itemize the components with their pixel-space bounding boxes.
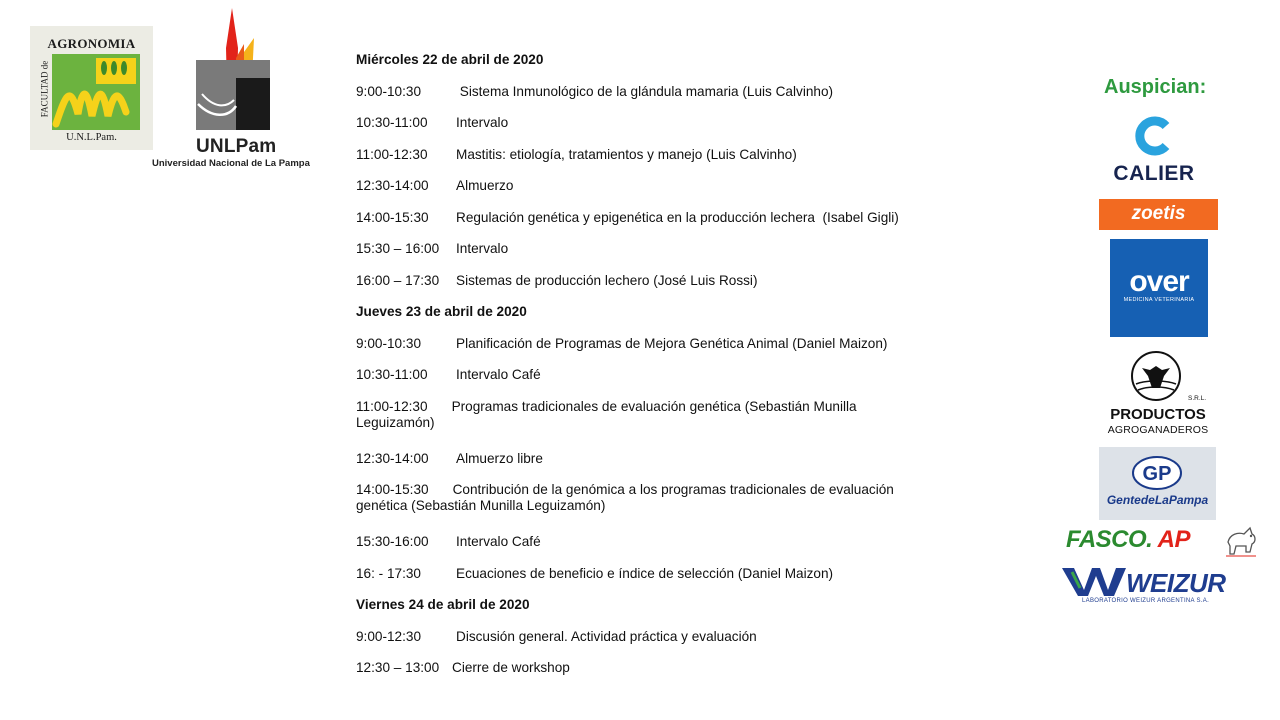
schedule-item: 15:30-16:00 Intervalo Café (356, 534, 541, 549)
calier-c-icon (1134, 116, 1174, 156)
schedule-item: 16: - 17:30 Ecuaciones de beneficio e índice de selección (Daniel Maizon) (356, 565, 834, 581)
productos-srl: S.R.L. (1188, 395, 1207, 402)
day-title: Jueves 23 de abril de 2020 (356, 304, 527, 319)
gp-mark-icon (1131, 455, 1183, 491)
day-title: Viernes 24 de abril de 2020 (356, 597, 530, 612)
calier-logo (1106, 116, 1202, 188)
unlpam-name: UNLPam (196, 136, 277, 157)
fasco-name: FASCO. AP (1066, 526, 1190, 553)
gente-de-la-pampa-logo (1099, 447, 1216, 520)
gente-name: GentedeLaPampa (1106, 493, 1209, 507)
schedule (356, 52, 936, 692)
schedule-item: 9:00-12:30 Discusión general. Actividad práctica y evaluación (356, 628, 757, 644)
agronomia-emblem-icon (52, 54, 140, 130)
cow-head-icon (1130, 350, 1182, 402)
schedule-item: 12:30-14:00 Almuerzo libre (356, 450, 543, 466)
agronomia-subtitle: U.N.L.Pam. (66, 132, 117, 143)
calier-name: CALIER (1113, 162, 1195, 185)
unlpam-logo (152, 8, 312, 168)
schedule-item: 12:30-14:00 Almuerzo (356, 178, 514, 193)
schedule-item: 9:00-10:30 Sistema Inmunológico de la glándula mamaria (Luis Calvinho) (356, 83, 834, 99)
fasco-ap-logo (1064, 522, 1260, 558)
schedule-item: 10:30-11:00 Intervalo (356, 115, 509, 130)
schedule-item: 9:00-10:30 Planificación de Programas de Mejora Genética Animal (Daniel Maizon) (356, 335, 888, 351)
weizur-sub: LABORATORIO WEIZUR ARGENTINA S.A. (1082, 598, 1210, 604)
schedule-item: 11:00-12:30 Programas tradicionales de evaluación genética (Sebastián Munilla Leguizamón) (356, 398, 857, 430)
unlpam-flame-icon (192, 8, 272, 134)
schedule-item: 16:00 – 17:30 Sistemas de producción lechero (José Luis Rossi) (356, 272, 758, 288)
day-title: Miércoles 22 de abril de 2020 (356, 52, 544, 67)
schedule-item: 11:00-12:30 Mastitis: etiología, tratamientos y manejo (Luis Calvinho) (356, 146, 797, 162)
agronomia-vertical-text: FACULTAD de (39, 60, 50, 118)
productos-sub: AGROGANADEROS (1107, 424, 1209, 436)
sponsors-title: Auspician: (1104, 76, 1207, 98)
weizur-logo (1062, 566, 1260, 610)
productos-name: PRODUCTOS (1110, 406, 1206, 423)
agronomia-title: AGRONOMIA (47, 36, 136, 51)
schedule-item: 12:30 – 13:00 Cierre de workshop (356, 660, 570, 675)
svg-text:GP: GP (1142, 463, 1172, 485)
unlpam-full-name: Universidad Nacional de La Pampa (152, 158, 310, 169)
over-name: over (1129, 265, 1189, 298)
agronomia-logo (30, 26, 153, 150)
over-logo (1110, 239, 1208, 337)
over-tagline: MEDICINA VETERINARIA (1123, 297, 1195, 303)
weizur-w-icon (1062, 566, 1126, 598)
schedule-item: 14:00-15:30 Contribución de la genómica a los programas tradicionales de evaluación genética (Sebastián Munilla Leguizamón) (356, 482, 894, 513)
schedule-item: 15:30 – 16:00 Intervalo (356, 241, 509, 256)
schedule-item: 10:30-11:00 Intervalo Café (356, 367, 541, 382)
goat-icon (1222, 522, 1258, 558)
schedule-item: 14:00-15:30 Regulación genética y epigenética en la producción lechera (Isabel Gigli) (356, 209, 899, 225)
weizur-name: WEIZUR (1126, 568, 1226, 598)
zoetis-logo: zoetis (1099, 199, 1218, 230)
productos-agroganaderos-logo (1100, 348, 1216, 440)
